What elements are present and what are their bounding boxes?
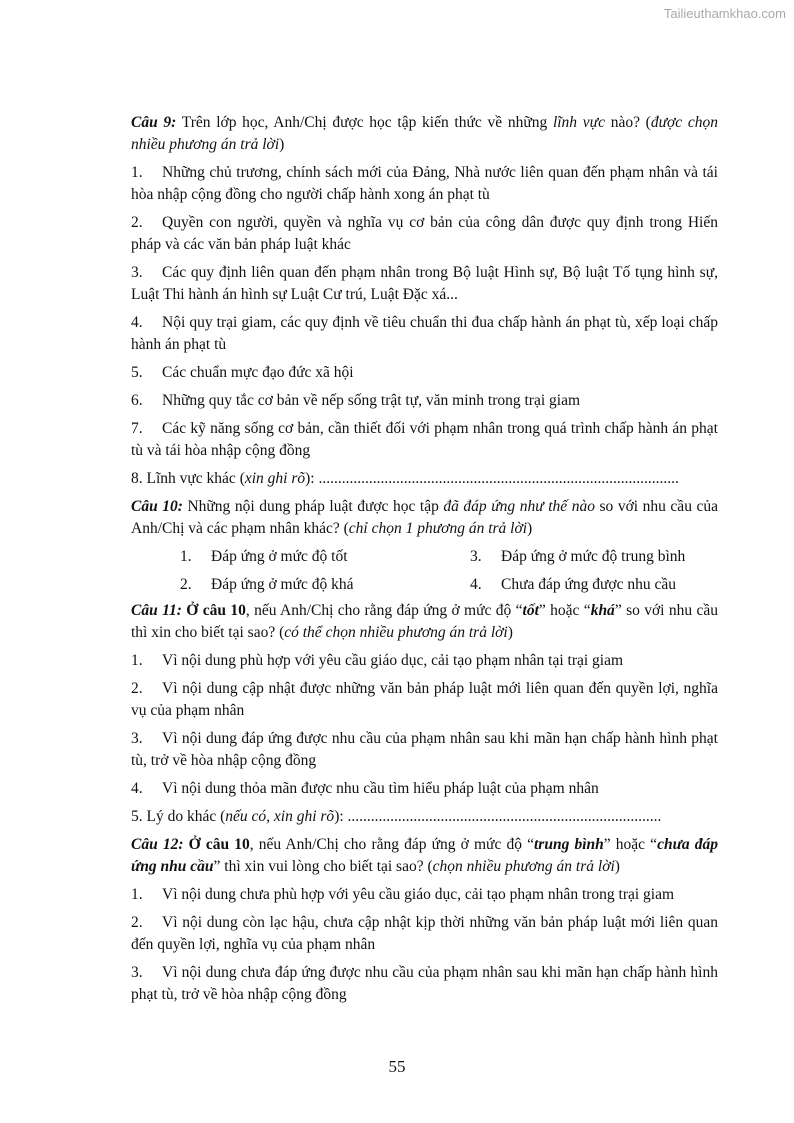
question-label: Câu 11: <box>131 602 182 619</box>
options-grid <box>180 546 718 596</box>
question-11: Câu 11: Ở câu 10, nếu Anh/Chị cho rằng đáp ứng ở mức độ “tốt” hoặc “khá” so với nhu cầu thì xin cho biết tại sao? (có thể chọn nhiều phương án trả lời) <box>131 602 718 641</box>
page-number: 55 <box>388 1057 406 1076</box>
question-10: Câu 10: Những nội dung pháp luật được học tập đã đáp ứng như thế nào so với nhu cầu của Anh/Chị và các phạm nhân khác? (chỉ chọn 1 phương án trả lời) <box>131 498 718 537</box>
list-item: 3. Vì nội dung chưa đáp ứng được nhu cầu của phạm nhân sau khi mãn hạn chấp hành hình phạt tù, trở về hòa nhập cộng đồng <box>131 964 718 1003</box>
list-item: 3. Vì nội dung đáp ứng được nhu cầu của phạm nhân sau khi mãn hạn chấp hành hình phạt tù, trở về hòa nhập cộng đồng <box>131 730 718 769</box>
list-item: 4. Nội quy trại giam, các quy định về tiêu chuẩn thi đua chấp hành án phạt tù, xếp loại chấp hành án phạt tù <box>131 314 718 353</box>
list-item: 6. Những quy tắc cơ bản về nếp sống trật tự, văn minh trong trại giam <box>131 392 581 409</box>
list-item: 3. Các quy định liên quan đến phạm nhân trong Bộ luật Hình sự, Bộ luật Tố tụng hình sự, Luật Thi hành án hình sự Luật Cư trú, Luật Đặc xá... <box>131 264 718 303</box>
other-line: 5. Lý do khác (nếu có, xin ghi rõ): ................................................................................. <box>131 808 662 825</box>
option: 4. Chưa đáp ứng được nhu cầu <box>470 576 677 593</box>
question-label: Câu 9: <box>131 114 177 131</box>
list-item: 5. Các chuẩn mực đạo đức xã hội <box>131 364 354 381</box>
question-label: Câu 10: <box>131 498 183 515</box>
list-item: 2. Vì nội dung cập nhật được những văn bản pháp luật mới liên quan đến quyền lợi, nghĩa vụ của phạm nhân <box>131 680 718 719</box>
list-item: 1. Vì nội dung phù hợp với yêu cầu giáo dục, cải tạo phạm nhân tại trại giam <box>131 652 624 669</box>
option: 2. Đáp ứng ở mức độ khá <box>180 576 354 593</box>
list-item: 4. Vì nội dung thỏa mãn được nhu cầu tìm hiểu pháp luật của phạm nhân <box>131 780 599 797</box>
list-item: 1. Vì nội dung chưa phù hợp với yêu cầu giáo dục, cải tạo phạm nhân trong trại giam <box>131 886 675 903</box>
list-item: 2. Vì nội dung còn lạc hậu, chưa cập nhật kịp thời những văn bản pháp luật mới liên quan đến quyền lợi, nghĩa vụ của phạm nhân <box>131 914 718 953</box>
question-12: Câu 12: Ở câu 10, nếu Anh/Chị cho rằng đáp ứng ở mức độ “trung bình” hoặc “chưa đáp ứng nhu cầu” thì xin vui lòng cho biết tại sao? (chọn nhiều phương án trả lời) <box>131 836 718 875</box>
question-9: Câu 9: Trên lớp học, Anh/Chị được học tập kiến thức về những lĩnh vực nào? (được chọn nhiều phương án trả lời) <box>131 114 719 153</box>
option: 3. Đáp ứng ở mức độ trung bình <box>470 548 686 565</box>
document-body <box>131 112 718 1012</box>
watermark: Tailieuthamkhao.com <box>663 6 786 21</box>
other-line: 8. Lĩnh vực khác (xin ghi rõ): ............................................................................................. <box>131 470 679 487</box>
option: 1. Đáp ứng ở mức độ tốt <box>180 548 348 565</box>
list-item: 2. Quyền con người, quyền và nghĩa vụ cơ bản của công dân được quy định trong Hiến pháp và các văn bản pháp luật khác <box>131 214 718 253</box>
list-item: 7. Các kỹ năng sống cơ bản, cần thiết đối với phạm nhân trong quá trình chấp hành án phạt tù và tái hòa nhập cộng đồng <box>131 420 718 459</box>
question-label: Câu 12: <box>131 836 184 853</box>
list-item: 1. Những chủ trương, chính sách mới của Đảng, Nhà nước liên quan đến phạm nhân và tái hòa nhập cộng đồng cho người chấp hành xong án phạt tù <box>131 164 718 203</box>
